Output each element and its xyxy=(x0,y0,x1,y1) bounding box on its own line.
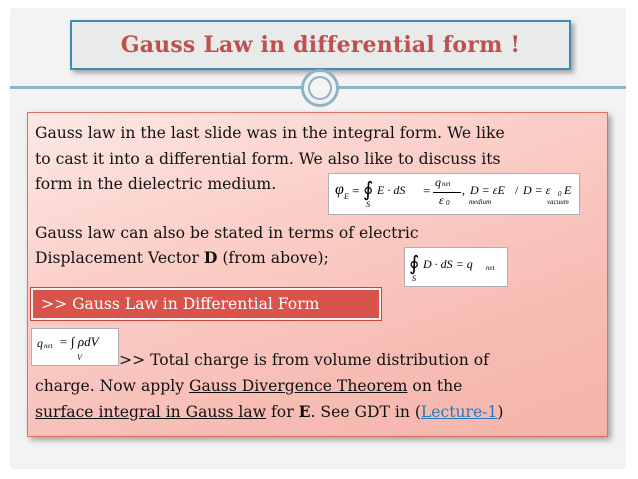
title-box xyxy=(70,20,571,70)
section-banner-text: >> Gauss Law in Differential Form xyxy=(41,295,320,313)
para2-d-bold: D xyxy=(203,248,218,267)
equation-displacement xyxy=(404,247,508,287)
para2-line2-post: (from above); xyxy=(217,249,329,267)
para3-line2-pre: charge. Now apply xyxy=(35,377,190,395)
eq1-integral: ∮ xyxy=(363,179,374,201)
para3-line1: >> Total charge is from volume distribution of xyxy=(119,351,489,369)
slide-title: Gauss Law in differential form ! xyxy=(120,32,521,58)
equation-flux xyxy=(328,173,580,215)
para1-line3: form in the dielectric medium. xyxy=(35,175,277,193)
eq1-phi: φ xyxy=(335,181,344,198)
eq1-eps: ε xyxy=(439,193,444,207)
eq1-fraction-bar xyxy=(433,192,461,193)
eq1-integral-sub: S xyxy=(366,200,370,209)
eq1-vacuum-label: vacuum xyxy=(547,198,569,206)
para3-line2 xyxy=(35,374,462,398)
para2-line2-pre: Displacement Vector xyxy=(35,249,204,267)
eq1-slash: / xyxy=(515,183,519,197)
eq3-q: q xyxy=(37,336,43,350)
eq3-body: = ∫ ρdV xyxy=(59,334,99,349)
eq1-eps0-sub: 0 xyxy=(558,190,562,198)
eq1-q: q xyxy=(435,175,441,189)
eq1-d-medium: D = εE xyxy=(470,183,505,197)
eq2-body: D · dS = q xyxy=(423,257,473,271)
circle-ornament-icon xyxy=(301,69,339,107)
equation-charge xyxy=(31,328,119,366)
eq1-medium-label: medium xyxy=(469,198,492,206)
para3-line2-post: on the xyxy=(407,377,463,395)
section-banner xyxy=(31,288,381,320)
eq2-integral-sub: S xyxy=(412,274,416,283)
eq2-integral: ∮ xyxy=(409,253,420,275)
para3-line3 xyxy=(35,400,504,424)
eq1-eq: = xyxy=(352,183,360,198)
para1-line2: to cast it into a differential form. We also like to discuss its xyxy=(35,150,501,168)
para1-line1: Gauss law in the last slide was in the integral form. We like xyxy=(35,124,505,142)
para3-e-bold: E xyxy=(298,402,311,421)
eq3-integral-sub: V xyxy=(77,353,82,362)
eq3-q-sub: net xyxy=(44,342,53,350)
eq1-q-sub: net xyxy=(442,180,451,188)
para3-line3-mid: for xyxy=(266,403,299,421)
circle-ornament-inner xyxy=(308,76,332,100)
eq1-e-vacuum: E xyxy=(564,183,572,197)
eq1-phi-sub: E xyxy=(344,192,349,201)
para2-line1: Gauss law can also be stated in terms of electric xyxy=(35,224,419,242)
eq1-d-vacuum: D = ε xyxy=(523,183,551,197)
eq1-eq2: = xyxy=(423,183,431,198)
eq2-q-sub: net xyxy=(486,264,495,272)
eq1-e-dot-ds: E · dS xyxy=(377,183,406,197)
eq1-comma: , xyxy=(462,183,465,197)
para3-line3-end: ) xyxy=(497,403,504,421)
eq1-eps-sub: 0 xyxy=(446,199,450,207)
gauss-divergence-theorem-link[interactable]: Gauss Divergence Theorem xyxy=(189,377,408,395)
lecture-1-link[interactable]: Lecture-1 xyxy=(420,403,498,421)
para2-line2 xyxy=(35,246,329,270)
surface-integral-link[interactable]: surface integral in Gauss law xyxy=(35,403,267,421)
para3-line3-post: . See GDT in ( xyxy=(310,403,421,421)
